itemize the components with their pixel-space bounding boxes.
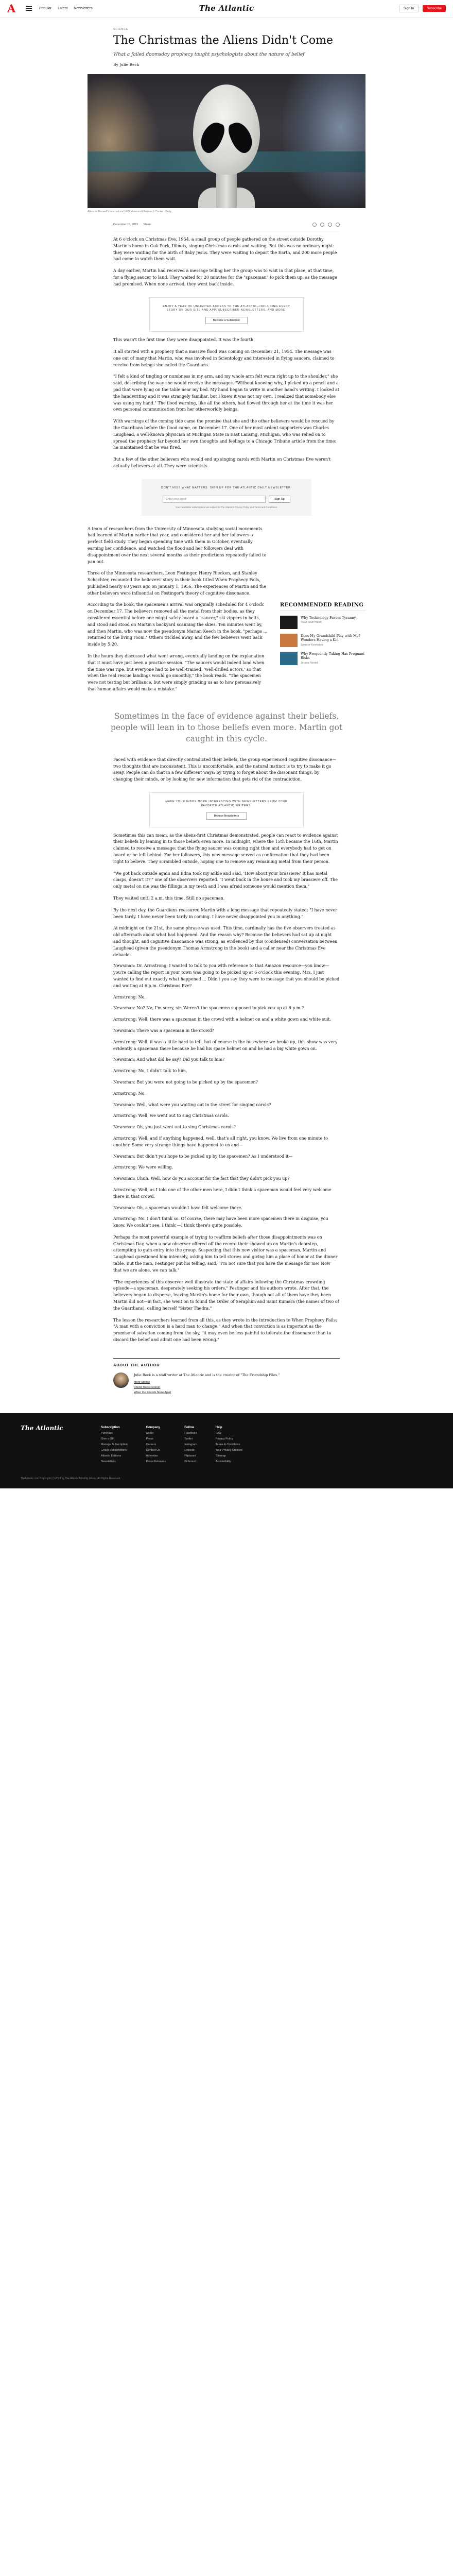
hamburger-menu-icon[interactable] bbox=[26, 6, 32, 11]
author-bio: Julie Beck is a staff writer at The Atlantic and is the creator of "The Friendship Files." bbox=[134, 1372, 280, 1377]
site-footer bbox=[0, 1413, 453, 1477]
footer-column: Subscription Purchase Give a Gift Manage Subscription Group Subscriptions Atlantic Editions Newsletters bbox=[101, 1426, 128, 1463]
interview-transcript bbox=[113, 963, 340, 1229]
byline[interactable]: By Julie Beck bbox=[113, 62, 140, 67]
newsletter-signup bbox=[142, 479, 311, 516]
recommended-thumb[interactable] bbox=[280, 616, 298, 629]
dialogue-line: Newsman: Oh, you just went out to sing Christmas carols? bbox=[113, 1125, 236, 1130]
facebook-share-icon[interactable] bbox=[312, 223, 317, 227]
author-avatar[interactable] bbox=[113, 1372, 129, 1388]
dialogue-line: Armstrong: Well, as I told one of the other men here, I didn't think a spaceman would feel very welcome there in that crowd. bbox=[113, 1187, 332, 1199]
dialogue-line: Newsman: Dr. Armstrong, I wanted to talk to you with reference to that Amazon resource—you know—you're calling the report in your town was going to be picked up at 6 o'clock this evening. Mrs. I just wanted to find out exactly what happened ... Didn't you say they were to message that you should be picked and waiting at 6 p.m. Christmas Eve? bbox=[113, 963, 340, 988]
paragraph: Faced with evidence that directly contradicted their beliefs, the group experienced cognitive dissonance—two thoughts that are inconsistent. This is uncomfortable, and the natural instinct is to try to make it go away. People can do that in a few different ways: by trying to forget about the dissonant things, by changing their minds, or by looking for new information that gets rid of the contradiction. bbox=[113, 757, 337, 782]
publish-date: December 18, 2015 bbox=[113, 223, 138, 226]
paragraph: But a few of the other believers who would end up singing carols with Martin on Christmas Eve weren't actually believers at all. They were scientists. bbox=[113, 457, 331, 468]
recommended-thumb[interactable] bbox=[280, 634, 298, 647]
about-author bbox=[113, 1358, 340, 1396]
dialogue-line: Armstrong: Well, there was a spaceman in the crowd with a helmet on and a white gown and white suit. bbox=[113, 1017, 332, 1022]
recommended-item[interactable]: Does My Grandchild Play with Me? Wonders Having a Kid Spencer Kornhaber bbox=[280, 634, 365, 647]
subscribe-promo-text: ENJOY A YEAR OF UNLIMITED ACCESS TO THE ATLANTIC—INCLUDING EVERY STORY ON OUR SITE AND APP, SUBSCRIBER NEWSLETTERS, AND MORE. bbox=[163, 304, 290, 312]
paragraph: In the hours they discussed what went wrong, eventually landing on the explanation that it must have just been a practice session. "The saucers would indeed land when the time was ripe, but everyone had to be well-trained, 'well-drilled actors,' so that when the real rescue landings would go smoothly," the book reads. "The spacemen were not testing but brilliance, but were simply grinding us as to how persuasively that human affairs would make a mistake." bbox=[88, 654, 265, 692]
dialogue-line: Armstrong: No. bbox=[113, 1091, 146, 1096]
footer-logo[interactable]: The Atlantic bbox=[21, 1424, 63, 1432]
dialogue-line: Newsman: There was a spaceman in the crowd? bbox=[113, 1028, 214, 1033]
dialogue-line: Newsman: No? No, I'm sorry, sir. Weren't the spacemen supposed to pick you up at 6 p.m.? bbox=[113, 1006, 304, 1011]
sign-in-button[interactable]: Sign In bbox=[399, 5, 419, 12]
newsletter-signup-text: DON'T MISS WHAT MATTERS. SIGN UP FOR THE ATLANTIC DAILY NEWSLETTER. bbox=[161, 486, 292, 489]
author-link[interactable]: When the Friends Grow Apart bbox=[134, 1391, 171, 1394]
recommended-title: RECOMMENDED READING bbox=[280, 602, 365, 611]
section-label[interactable]: SCIENCE bbox=[113, 28, 129, 31]
subscribe-button[interactable]: Subscribe bbox=[423, 5, 446, 12]
article-title: The Christmas the Aliens Didn't Come bbox=[113, 34, 334, 47]
masthead[interactable]: The Atlantic bbox=[199, 4, 254, 13]
dialogue-line: Armstrong: No, I didn't talk to him. bbox=[113, 1069, 187, 1074]
paragraph: "I felt a kind of tingling or numbness in my arm, and my whole arm felt warm right up to the shoulder," she said, describing the way she would receive the messages. "Without knowing why, I picked up a pencil and a pad that were lying on the table near my bed. My hand began to write in another hand's writing. I looked at the handwriting and it was strangely familiar, but I knew it was not my own. I realized that somebody else was using my hand." The flood warning, like all the others, had flowed through her at the time it was her own personal communication from her otherworldly beings. bbox=[113, 374, 340, 412]
recommended-item[interactable]: Why Frequently Taking Has Pregnant Risks Jessica Nordell bbox=[280, 652, 365, 665]
paragraph: It all started with a prophecy that a massive flood was coming on December 21, 1954. The message was one out of many that Martin, who was involved in Scientology and interested in flying saucers, claimed to receive from beings she called the Guardians. bbox=[113, 349, 335, 367]
paragraph: With warnings of the coming tide came the promise that she and the other believers would be rescued by the Guardians before the flood came, on December 17. One of her most ardent supporters was Charles Laughead, a well-known physician at Michigan State in East Lansing, Michigan, who was relied on to spread the prophecy far beyond her own thoughts and feelings to a Chicago Tribune article from the time: he maintained that he was fired. bbox=[113, 419, 337, 450]
paragraph: A day earlier, Martin had received a message telling her the group was to wait in that place, at that time, for a flying saucer to land. They waited for 20 minutes for the "spaceman" to pick them up, as the message had promised. When none arrived, they went back inside. bbox=[113, 268, 337, 286]
paragraph: At midnight on the 21st, the same phrase was used. This time, cardinally has the five observers treated as old aftermath about what had happened. And the reason why? Because the believers had sat up at night and thought, and cognitive dissonance was strong, as evidenced by this (condensed) conversation between Laughead (given the pseudonym Thomas Armstrong in the book) and a caller near the Christmas Eve debacle: bbox=[113, 926, 338, 957]
browse-newsletters-button[interactable]: Browse Newsletters bbox=[206, 812, 247, 820]
recommended-reading bbox=[280, 521, 365, 693]
image-caption: Aliens at Roswell's International UFO Museum & Research Center · Getty bbox=[88, 210, 172, 213]
article-header bbox=[113, 28, 340, 67]
dialogue-line: Newsman: And what did he say? Did you talk to him? bbox=[113, 1057, 225, 1062]
recommended-thumb[interactable] bbox=[280, 652, 298, 665]
become-subscriber-button[interactable]: Become a Subscriber bbox=[205, 317, 248, 324]
dialogue-line: Newsman: Uhuh. Well, how do you account for the fact that they didn't pick you up? bbox=[113, 1176, 290, 1181]
newsletter-fine-print: Your newsletter subscriptions are subject to The Atlantic's Privacy Policy and Terms and Conditions. bbox=[175, 505, 278, 509]
dialogue-line: Armstrong: No. bbox=[113, 994, 146, 999]
footer-column: Help FAQ Privacy Policy Terms & Conditions Your Privacy Choices Sitemap Accessibility bbox=[215, 1426, 242, 1463]
dialogue-line: Newsman: But you were not going to be picked up by the spacemen? bbox=[113, 1079, 258, 1084]
share-label: Share bbox=[143, 223, 151, 226]
footer-copyright: TheAtlantic.com Copyright (c) 2023 by The Atlantic Monthly Group. All Rights Reserved. bbox=[0, 1477, 453, 1488]
sign-up-button[interactable]: Sign Up bbox=[269, 496, 290, 503]
dialogue-line: Newsman: But didn't you hope to be picked up by the spacemen? As I understood it— bbox=[113, 1154, 293, 1159]
paragraph: This wasn't the first time they were disappointed. It was the fourth. bbox=[113, 337, 255, 343]
save-bookmark-icon[interactable] bbox=[336, 223, 340, 227]
dialogue-line: Armstrong: Well, it was a little hard to tell, but of course in the bus where we broke up, this show was very evidently a spaceman there because he had his space helmet on and he had a big white gown on. bbox=[113, 1039, 338, 1051]
author-link[interactable]: More Stories bbox=[134, 1380, 150, 1384]
alien-figure bbox=[193, 84, 260, 175]
email-share-icon[interactable] bbox=[328, 223, 332, 227]
hero-image bbox=[88, 74, 365, 208]
footer-column: Follow Facebook Twitter Instagram LinkedIn Flipboard Pinterest bbox=[184, 1426, 197, 1463]
atlantic-logo[interactable]: A bbox=[7, 2, 16, 15]
paragraph: According to the book, the spacemen's arrival was originally scheduled for 4 o'clock on December 17. The believers removed all the metal from their bodies, as they considered essential before one might safely board a "saucer," ski zippers in belts, and stood and stood on Martin's backyard scanning the skies. Ten minutes went by, and then Martin, who was now the pseudonym Marian Keech in the book, "perhaps ... returned to the living room." Others trickled away, and the few believers went back inside by 5:20. bbox=[88, 602, 268, 647]
dialogue-line: Armstrong: Well, and if anything happened, well, that's all right, you know. We live from one minute to another. Some very strange things have happened to us and— bbox=[113, 1136, 328, 1147]
paragraph: Sometimes this can mean, as the aliens-first Christmas demonstrated, people can react to evidence against their beliefs by leaning in to those beliefs even more. In midnight, where the 15th became the 16th, Martin claimed to receive a message: that the flying saucer was coming right then and everybody had to get on board or be left behind. For her followers, this new message served as confirmation that they had been right to believe. They scrambled outside, hoping one to remove any remaining metal from their person. bbox=[113, 833, 338, 864]
article-meta bbox=[113, 223, 340, 231]
dialogue-line: Armstrong: Well, we went out to sing Christmas carols. bbox=[113, 1113, 229, 1118]
paragraph: At 6 o'clock on Christmas Eve, 1954, a small group of people gathered on the street outside Dorothy Martin's home in Oak Park, Illinois, singing Christmas carols and waiting. But this was no ordinary night: they were waiting for the birth of Baby Jesus. They were waiting to depart the Earth, and 200 more people had come to watch them wait. bbox=[113, 237, 337, 262]
paragraph: "The experiences of this observer well illustrate the state of affairs following the Christmas crowding episode—a spaceman, desperately seeking his orders," Festinger and his authors wrote. After that, the believers began to disperse, leaving Martin's home for their own, though not all of them have they been Martin did not—in fact, she went on to found the Order of Seraphim and Saint Kumara (the names of two of the Guardians), calling herself "Sister Thedra." bbox=[113, 1279, 339, 1311]
nav-popular[interactable]: Popular bbox=[39, 7, 52, 10]
about-author-heading: ABOUT THE AUTHOR bbox=[113, 1362, 160, 1367]
author-link[interactable]: Friend Trees Forever bbox=[134, 1385, 161, 1389]
paragraph: By the next day, the Guardians reassured Martin with a long message that repeatedly stated: "I have never been tardy. I have never been tardy in coming. I have never disappointed you in anything." bbox=[113, 907, 338, 919]
header-nav bbox=[39, 7, 93, 10]
pull-quote: Sometimes in the face of evidence against their beliefs, people will lean in to those beliefs even more. Martin got caught in this cycle. bbox=[110, 711, 343, 743]
newsletter-promo-text: MAKE YOUR INBOX MORE INTERESTING WITH NEWSLETTERS FROM YOUR FAVORITE ATLANTIC WRITERS. bbox=[165, 800, 288, 807]
paragraph: Perhaps the most powerful example of trying to reaffirm beliefs after those disappointments was on Christmas Day, when a new observer offered off the record their showed up on Martin's doorstep, attempting to gain entry into the group. Suspecting that this new visitor was a spaceman, Martin and Laughead questioned him intensely, asking him to tell stories and giving him a place of honor at the dinner table. But the man, Festinger put his telling, said, "I'm not sure that you have the message for me! Now that we are alone, we can talk." bbox=[113, 1234, 338, 1273]
recommended-item[interactable]: Why Technology Favors Tyranny Yuval Noah Harari bbox=[280, 616, 365, 629]
nav-latest[interactable]: Latest bbox=[58, 7, 68, 10]
email-input[interactable]: Enter your email bbox=[163, 496, 266, 503]
newsletter-promo bbox=[149, 792, 304, 827]
dialogue-line: Newsman: Well, what were you waiting out in the street for singing carols? bbox=[113, 1102, 271, 1107]
article-dek: What a failed doomsday prophecy taught psychologists about the nature of belief bbox=[113, 52, 305, 57]
subscribe-promo bbox=[149, 297, 304, 332]
footer-column: Company About Press Careers Contact Us Advertise Press Releases bbox=[146, 1426, 166, 1463]
top-navigation-bar bbox=[0, 0, 453, 18]
dialogue-line: Newsman: Oh, a spaceman wouldn't have felt welcome there. bbox=[113, 1205, 242, 1210]
twitter-share-icon[interactable] bbox=[320, 223, 324, 227]
paragraph: A team of researchers from the University of Minnesota studying social movements had learned of Martin earlier that year, and considered her and her followers a perfect field study. They began spending time with them in October, eventually earning her confidence, and watched the flood and her followers deal with disappointment over the next several months as their predictions repeatedly failed to pan out. bbox=[88, 526, 267, 564]
dialogue-line: Armstrong: We were willing. bbox=[113, 1165, 173, 1170]
paragraph: Three of the Minnesota researchers, Leon Festinger, Henry Riecken, and Stanley Schachter, recounted the believers' story in their book titled When Prophecy Fails, published nearly 60 years ago on January 1, 1956. The experiences of Martin and the other believers were influential on Festinger's theory of cognitive dissonance. bbox=[88, 571, 267, 596]
paragraph: The lesson the researchers learned from all this, as they wrote in the introduction to When Prophecy Fails: "A man with a conviction is a hard man to change." And when that conviction is as important as the promise of salvation coming from the sky, "it may even be less painful to tolerate the dissonance than to discard the belief and admit one had been wrong." bbox=[113, 1317, 337, 1343]
paragraph: They waited until 2 a.m. this time. Still no spaceman. bbox=[113, 896, 225, 901]
paragraph: "We got back outside again and Edna took my ankle and said, 'How about your brassiere? It has metal clasps, doesn't it?'" one of the observers reported. "I went back in the house and took my brassiere off. The only metal on me was the fillings in my teeth and I was afraid someone would mention them." bbox=[113, 871, 338, 889]
dialogue-line: Armstrong: No. I don't think so. Of course, there may have been more spacemen there in disguise, you know. We couldn't see. I think —I think there's quite possible. bbox=[113, 1216, 328, 1228]
nav-newsletters[interactable]: Newsletters bbox=[74, 7, 93, 10]
